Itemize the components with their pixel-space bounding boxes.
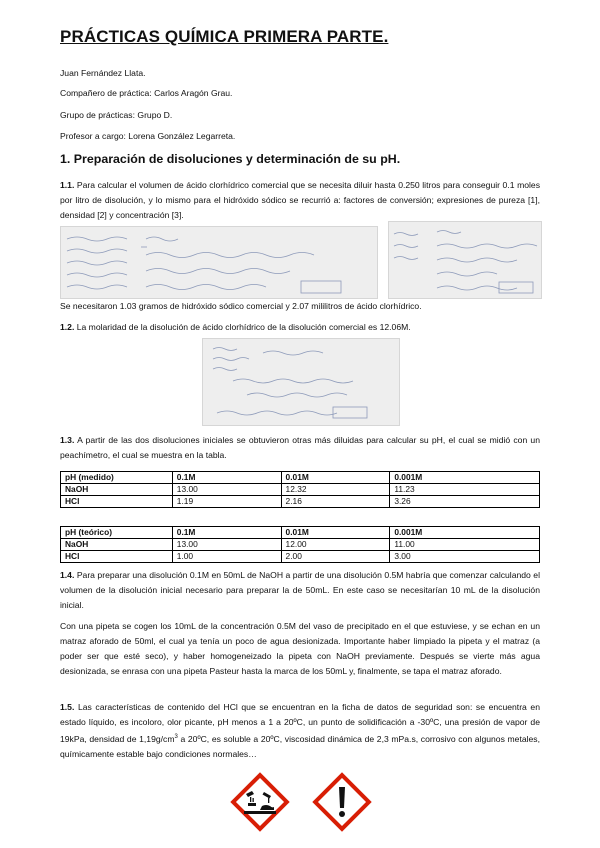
author-line: Juan Fernández Llata.: [60, 68, 146, 78]
table-row: [61, 496, 540, 508]
paragraph-text: Para calcular el volumen de ácido clorhídrico comercial que se necesita diluir hasta 0.250 litros para conseguir 0.1 moles por litro de disolución, y lo mismo para el hidróxido sódico se recurrió a: factores de conversión; expresiones de pureza [1], densidad [2] y concentración [3].: [60, 180, 540, 220]
handwriting-scribble-icon: [61, 227, 377, 298]
table-cell: 13.00: [172, 484, 281, 496]
table-row: [61, 539, 540, 551]
exclamation-pictogram-icon: [310, 770, 374, 834]
handwriting-scribble-icon: [203, 339, 399, 425]
table-header-row: [61, 527, 540, 539]
professor-line: Profesor a cargo: Lorena González Legarreta.: [60, 131, 236, 141]
table-cell: 12.32: [281, 484, 390, 496]
paragraph-1-1: [60, 178, 540, 223]
table-cell: 1.00: [172, 551, 281, 563]
table-header-cell: 0.1M: [172, 527, 281, 539]
table-header-cell: pH (medido): [61, 472, 173, 484]
paragraph-1-3: [60, 433, 540, 463]
paragraph-1-2: [60, 320, 540, 335]
table-header-cell: 0.01M: [281, 472, 390, 484]
group-line: Grupo de prácticas: Grupo D.: [60, 110, 173, 120]
table-cell: 1.19: [172, 496, 281, 508]
paragraph-1-1-result: Se necesitaron 1.03 gramos de hidróxido sódico comercial y 2.07 mililitros de ácido clorhídrico.: [60, 301, 422, 311]
table-cell: 2.00: [281, 551, 390, 563]
paragraph-text: Para preparar una disolución 0.1M en 50mL de NaOH a partir de una disolución 0.5M habría que comenzar calculando el volumen de la disolución inicial necesario para preparar la de 50mL. En este caso se necesitarían 10 mL de la disolución inicial.: [60, 570, 540, 610]
document-title: PRÁCTICAS QUÍMICA PRIMERA PARTE.: [60, 27, 389, 46]
table-cell: 12.00: [281, 539, 390, 551]
superscript: 3: [174, 734, 178, 740]
paragraph-text: Las características de contenido del HCl que se encuentran en la ficha de datos de seguridad son: se encuentra en estado líquido, es incoloro, olor picante, pH menos a 1 a 20ºC, un punto de solidificación a -30ºC, una presión de vapor de 19kPa, densidad de 1,19g/cm: [60, 702, 540, 744]
paragraph-1-4: [60, 568, 540, 613]
paragraph-1-5: [60, 700, 540, 762]
table-cell: 2.16: [281, 496, 390, 508]
ph-measured-table: [60, 471, 540, 508]
corrosive-pictogram-icon: [228, 770, 292, 834]
table-cell: HCl: [61, 496, 173, 508]
table-header-row: [61, 472, 540, 484]
section-1-heading: 1. Preparación de disoluciones y determinación de su pH.: [60, 152, 401, 166]
paragraph-text: La molaridad de la disolución de ácido clorhídrico de la disolución comercial es 12.06M.: [74, 322, 411, 332]
table-cell: 11.23: [390, 484, 540, 496]
table-cell: 3.26: [390, 496, 540, 508]
handwritten-calculation-photo-molarity: [202, 338, 400, 426]
table-header-cell: 0.001M: [390, 472, 540, 484]
table-header-cell: 0.1M: [172, 472, 281, 484]
handwriting-scribble-icon: [389, 222, 541, 298]
table-cell: 3.00: [390, 551, 540, 563]
table-row: [61, 484, 540, 496]
paragraph-number: 1.5.: [60, 702, 75, 712]
table-cell: HCl: [61, 551, 173, 563]
table-row: [61, 551, 540, 563]
handwritten-calculation-photo-naoh: [60, 226, 378, 299]
paragraph-number: 1.2.: [60, 322, 75, 332]
table-header-cell: 0.01M: [281, 527, 390, 539]
ph-theoretical-table: [60, 526, 540, 563]
handwritten-calculation-photo-hcl: [388, 221, 542, 299]
paragraph-1-4-procedure: Con una pipeta se cogen los 10mL de la concentración 0.5M del vaso de precipitado en el que estuviese, y se echan en un matraz aforado de 50ml, el cual ya tenía un poco de agua desionizada. Importante haber limpiado la pipeta y el matraz (a poder ser que esté seco), y haber homogeneizado la pipeta con NaOH previamente. Después se vierte más agua desionizada, se enrasa con una pipeta Pasteur hasta la marca de los 50mL y, finalmente, se tapa el matraz aforado.: [60, 621, 540, 676]
paragraph-number: 1.4.: [60, 570, 75, 580]
partner-line: Compañero de práctica: Carlos Aragón Grau.: [60, 88, 233, 98]
table-cell: 11.00: [390, 539, 540, 551]
table-cell: NaOH: [61, 539, 173, 551]
table-header-cell: 0.001M: [390, 527, 540, 539]
paragraph-number: 1.3.: [60, 435, 75, 445]
paragraph-text: a 20ºC, es soluble a 20ºC, viscosidad dinámica de 2,3 mPa.s, corrosivo con algunos metales, químicamente estable bajo condiciones normales…: [60, 733, 540, 759]
paragraph-number: 1.1.: [60, 180, 75, 190]
table-header-cell: pH (teórico): [61, 527, 173, 539]
table-cell: 13.00: [172, 539, 281, 551]
paragraph-text: A partir de las dos disoluciones iniciales se obtuvieron otras más diluidas para calcular su pH, el cual se midió con un peachímetro, el cual se muestra en la tabla.: [60, 435, 540, 460]
table-cell: NaOH: [61, 484, 173, 496]
